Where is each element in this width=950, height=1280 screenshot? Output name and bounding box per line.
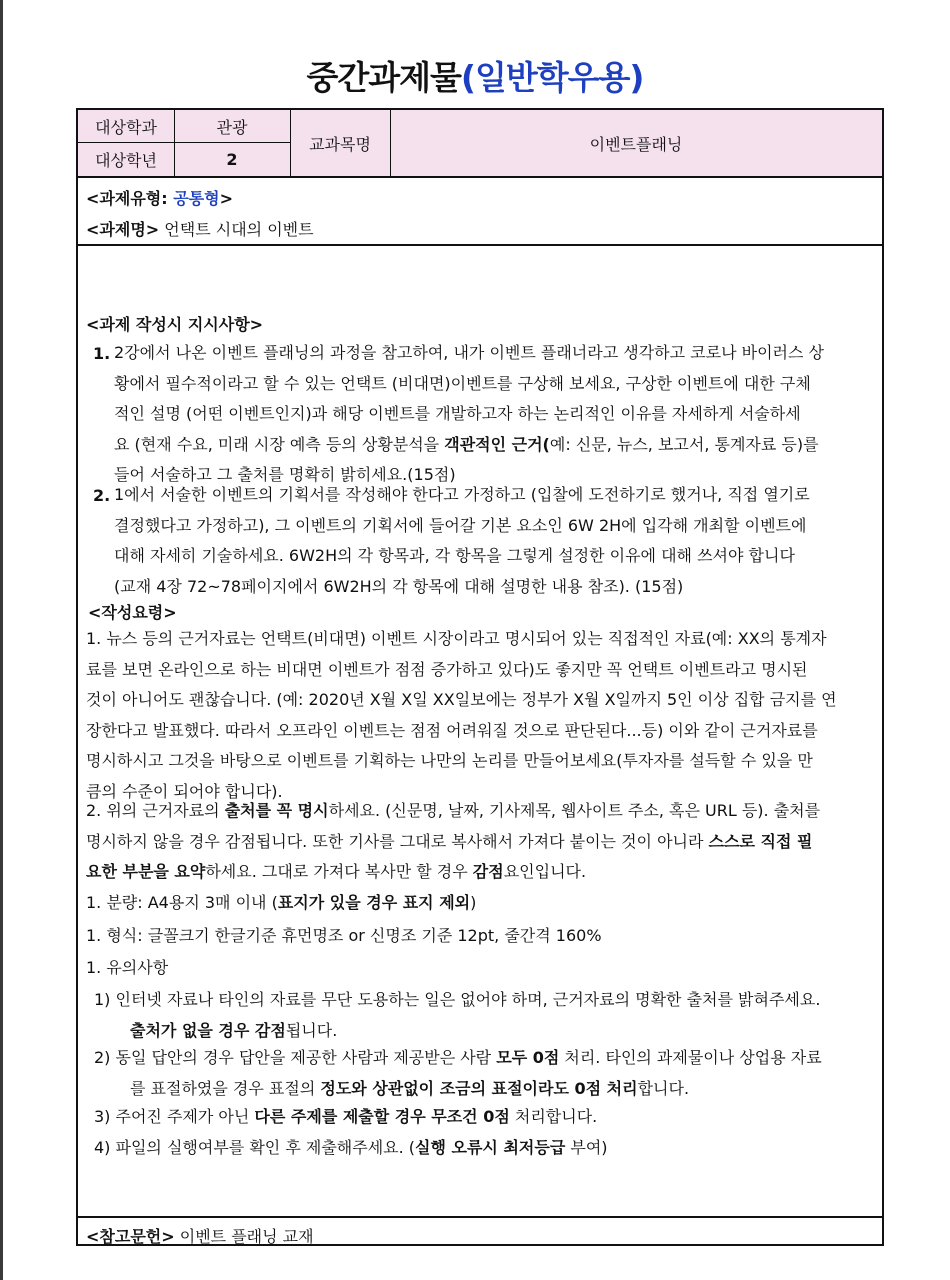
page-title: 중간과제물(일반학우용) [306, 58, 644, 97]
year-label: 대상학년 [95, 151, 157, 170]
guide-note-4: 4) 파일의 실행여부를 확인 후 제출해주세요. (실행 오류시 최저등급 부여) [94, 1138, 608, 1157]
instruction-2-number: 2. [93, 486, 111, 505]
course-label: 교과목명 [309, 134, 371, 154]
assignment-type: <과제유형: 공통형> [86, 189, 233, 208]
assignment-info [78, 178, 882, 246]
guide-notes-heading: 1. 유의사항 [86, 958, 169, 977]
title-audience: (일반학우용) [460, 58, 644, 97]
guide-paragraph-1: 1. 뉴스 등의 근거자료는 언택트(비대면) 이벤트 시장이라고 명시되어 있는 직접적인 자료(예: XX의 통계자 료를 보면 온라인으로 하는 비대면 이벤트가 점점 증가하고 있다)도 좋지만 꼭 언택트 이벤트라고 명시된 것이 아니어도 괜찮습니다. (예: 2020년 X월 X일 XX일보에는 정부가 X월 X일까지 5인 이상 집합 금지를 연 장한다고 발표했다. 따라서 오프라인 이벤트는 점점 어려워질 것으로 판단된다...등) 이와 같이 근거자료를 명시하시고 그것을 바탕으로 이벤트를 기획하는 나만의 논리를 만들어보세요(투자자를 설득할 수 있을 만 큼의 수준이 되어야 합니다). [86, 629, 837, 801]
year-value: 2 [226, 150, 238, 169]
reference: <참고문헌> 이벤트 플래닝 교재 [86, 1227, 314, 1246]
assignment-form [76, 108, 884, 1246]
guide-length: 1. 분량: A4용지 3매 이내 (표지가 있을 경우 표지 제외) [86, 893, 477, 912]
instruction-1-number: 1. [93, 344, 111, 363]
instruction-2-text: 1에서 서술한 이벤트의 기획서를 작성해야 한다고 가정하고 (입찰에 도전하기로 했거나, 직접 열기로 결정했다고 가정하고), 그 이벤트의 기획서에 들어갈 기본 요소인 6W 2H에 입각해 개최할 이벤트에 대해 자세히 기술하세요. 6W2H의 각 항목과, 각 항목을 그렇게 설정한 이유에 대해 쓰셔야 합니다 (교재 4장 72~78페이지에서 6W2H의 각 항목에 대해 설명한 내용 참조). (15점) [114, 485, 810, 596]
course-value: 이벤트플래닝 [589, 134, 683, 154]
assignment-name: <과제명> 언택트 시대의 이벤트 [86, 220, 314, 239]
guide-note-3: 3) 주어진 주제가 아닌 다른 주제를 제출할 경우 무조건 0점 처리합니다. [94, 1107, 598, 1126]
guide-note-1: 1) 인터넷 자료나 타인의 자료를 무단 도용하는 일은 없어야 하며, 근거자료의 명확한 출처를 밝혀주세요. 출처가 없을 경우 감점됩니다. [94, 990, 821, 1040]
guide-note-2: 2) 동일 답안의 경우 답안을 제공한 사람과 제공받은 사람 모두 0점 처리. 타인의 과제물이나 상업용 자료 를 표절하였을 경우 표절의 정도와 상관없이 조금의 표절이라도 0점 처리합니다. [94, 1048, 822, 1098]
guide-paragraph-2: 2. 위의 근거자료의 출처를 꼭 명시하세요. (신문명, 날짜, 기사제목, 웹사이트 주소, 혹은 URL 등). 출처를 명시하지 않을 경우 감점됩니다. 또한 기사를 그대로 복사해서 가져다 붙이는 것이 아니라 스스로 직접 필 요한 부분을 요약하세요. 그대로 가져다 복사만 할 경우 감점요인입니다. [86, 801, 821, 881]
dept-label: 대상학과 [95, 117, 157, 137]
reference-row [78, 1218, 882, 1244]
instruction-1-text: 2강에서 나온 이벤트 플래닝의 과정을 참고하여, 내가 이벤트 플래너라고 생각하고 코로나 바이러스 상 황에서 필수적이라고 할 수 있는 언택트 (비대면)이벤트를 구상해 보세요, 구상한 이벤트에 대한 구체 적인 설명 (어떤 이벤트인지)과 해당 이벤트를 개발하고자 하는 논리적인 이유를 자세하게 서술하세 요 (현재 수요, 미래 시장 예측 등의 상황분석을 객관적인 근거(예: 신문, 뉴스, 보고서, 통계자료 등)를 들어 서술하고 그 출처를 명확히 밝히세요.(15점) [114, 343, 824, 484]
dept-value: 관광 [216, 117, 248, 137]
instructions-heading: <과제 작성시 지시사항> [86, 315, 264, 334]
header-table [78, 110, 882, 178]
page-edge-rule [0, 0, 3, 1280]
guide-format: 1. 형식: 글꼴크기 한글기준 휴먼명조 or 신명조 기준 12pt, 줄간격 160% [86, 926, 602, 945]
guide-heading: <작성요령> [88, 603, 177, 622]
assignment-body [78, 246, 882, 1218]
